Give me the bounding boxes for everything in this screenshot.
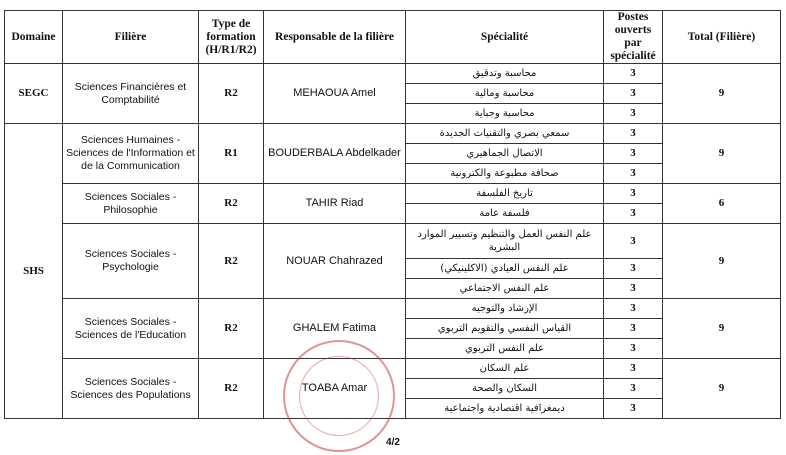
specialite-cell: الاتصال الجماهيري [406,144,604,164]
specialite-cell: علم السكان [406,359,604,379]
postes-cell: 3 [604,84,663,104]
total-cell: 9 [663,224,781,299]
specialite-cell: علم النفس الاجتماعي [406,279,604,299]
table-row [5,359,781,379]
postes-cell: 3 [604,124,663,144]
type-cell: R2 [199,64,264,124]
header-postes: Postes ouverts par spécialité [604,11,663,64]
type-cell: R2 [199,184,264,224]
type-cell: R2 [199,224,264,299]
specialite-cell: تاريخ الفلسفة [406,184,604,204]
total-cell: 9 [663,359,781,419]
postes-cell: 3 [604,379,663,399]
filiere-cell: Sciences Sociales - Sciences de l'Education [63,299,199,359]
total-cell: 9 [663,64,781,124]
header-responsable: Responsable de la filière [264,11,406,64]
header-type: Type de formation (H/R1/R2) [199,11,264,64]
postes-cell: 3 [604,299,663,319]
responsable-cell: GHALEM Fatima [264,299,406,359]
postes-cell: 3 [604,224,663,259]
specialite-cell: علم النفس العمل والتنظيم وتسيير الموارد البشرية [406,224,604,259]
total-cell: 9 [663,299,781,359]
postes-cell: 3 [604,279,663,299]
filiere-cell: Sciences Sociales - Philosophie [63,184,199,224]
header-filiere: Filière [63,11,199,64]
specialite-cell: علم النفس العيادي (الاكلينيكي) [406,259,604,279]
filiere-cell: Sciences Financières et Comptabilité [63,64,199,124]
postes-cell: 3 [604,144,663,164]
specialite-cell: ديمغرافية اقتصادية واجتماعية [406,399,604,419]
postes-cell: 3 [604,319,663,339]
postes-cell: 3 [604,259,663,279]
specialite-cell: علم النفس التربوي [406,339,604,359]
specialite-cell: فلسفة عامة [406,204,604,224]
domaine-cell: SEGC [5,64,63,124]
postes-cell: 3 [604,399,663,419]
table-body [5,64,781,419]
postes-cell: 3 [604,64,663,84]
specialite-cell: صحافة مطبوعة والكترونية [406,164,604,184]
table-header-row [5,11,781,64]
total-cell: 9 [663,124,781,184]
postes-cell: 3 [604,204,663,224]
table-row [5,184,781,204]
table-row [5,124,781,144]
specialite-cell: محاسبة وتدقيق [406,64,604,84]
specialite-cell: محاسبة ومالية [406,84,604,104]
type-cell: R2 [199,299,264,359]
header-total: Total (Filière) [663,11,781,64]
specialite-cell: الإرشاد والتوجيه [406,299,604,319]
specialite-cell: سمعي بصري والتقنيات الجديدة [406,124,604,144]
postes-cell: 3 [604,184,663,204]
postes-cell: 3 [604,104,663,124]
specialite-cell: القياس النفسي والتقويم التربوي [406,319,604,339]
postes-cell: 3 [604,339,663,359]
type-cell: R1 [199,124,264,184]
specialite-cell: محاسبة وجباية [406,104,604,124]
specialties-table [4,10,781,419]
table-row [5,224,781,259]
header-domaine: Domaine [5,11,63,64]
table-row [5,299,781,319]
responsable-cell: MEHAOUA Amel [264,64,406,124]
postes-cell: 3 [604,164,663,184]
filiere-cell: Sciences Sociales - Psychologie [63,224,199,299]
filiere-cell: Sciences Sociales - Sciences des Populations [63,359,199,419]
total-cell: 6 [663,184,781,224]
filiere-cell: Sciences Humaines - Sciences de l'Information et de la Communication [63,124,199,184]
responsable-cell: TAHIR Riad [264,184,406,224]
responsable-cell: NOUAR Chahrazed [264,224,406,299]
responsable-cell: BOUDERBALA Abdelkader [264,124,406,184]
page-number: 4/2 [386,437,400,448]
header-specialite: Spécialité [406,11,604,64]
domaine-cell: SHS [5,124,63,419]
type-cell: R2 [199,359,264,419]
postes-cell: 3 [604,359,663,379]
responsable-cell: TOABA Amar [264,359,406,419]
table-row [5,64,781,84]
specialite-cell: السكان والصحة [406,379,604,399]
